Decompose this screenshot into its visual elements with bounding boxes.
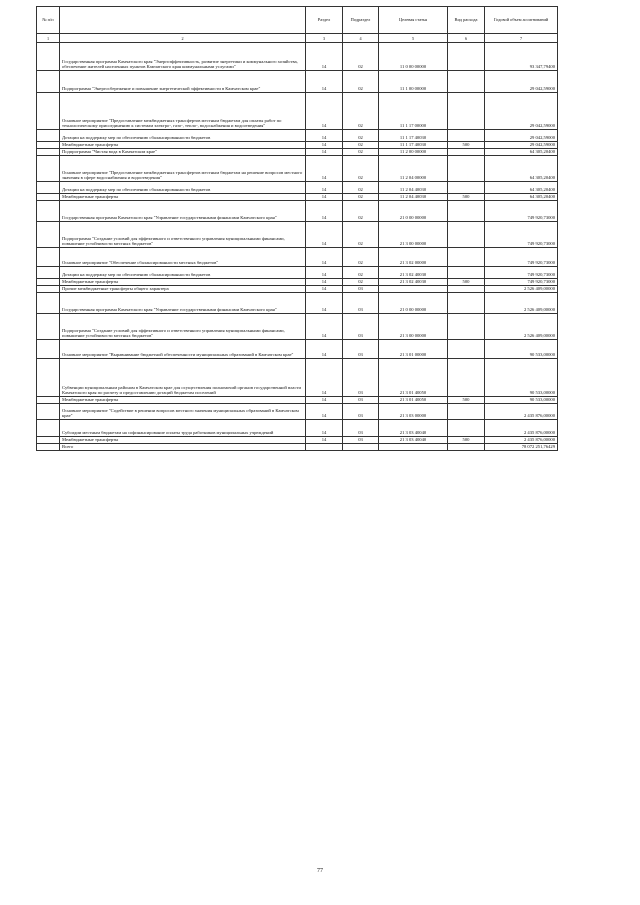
cell-sum: 2 526 409,00000 xyxy=(485,314,558,340)
cell-target: 11 1 00 00000 xyxy=(379,71,448,93)
cell-num xyxy=(37,194,60,201)
cell-podrazdel: 02 xyxy=(343,43,379,71)
cell-name: Всего xyxy=(60,444,306,451)
cell-podrazdel: 03 xyxy=(343,286,379,293)
cell-name: Государственная программа Камчатского края "Управление государственными финансами Камчатского края" xyxy=(60,201,306,222)
cell-razdel: 14 xyxy=(306,156,343,182)
cell-name: Субвенции муниципальным районам в Камчатском крае для осуществления полномочий органов государственной власти Камчатского края по расчету и предоставлению дотаций бюджетам поселений xyxy=(60,359,306,397)
cell-razdel: 14 xyxy=(306,43,343,71)
cell-name: Основное мероприятие "Обеспечение сбалансированности местных бюджетов" xyxy=(60,248,306,267)
cell-podrazdel: 03 xyxy=(343,437,379,444)
cell-target: 21 3 03 40040 xyxy=(379,420,448,437)
cell-sum: 749 920,73000 xyxy=(485,201,558,222)
cell-vid: 500 xyxy=(448,142,485,149)
cell-sum: 749 920,73000 xyxy=(485,248,558,267)
cell-target: 11 2 04 40030 xyxy=(379,194,448,201)
cell-name: Основное мероприятие "Содействие в решении вопросов местного значения муниципальных образований в Камчатском крае" xyxy=(60,404,306,420)
cell-podrazdel: 02 xyxy=(343,149,379,156)
table-row xyxy=(37,156,558,182)
table-row xyxy=(37,149,558,156)
cell-target: 11 1 17 40030 xyxy=(379,130,448,142)
cell-podrazdel xyxy=(343,444,379,451)
cell-num xyxy=(37,314,60,340)
cell-sum: 90 533,00000 xyxy=(485,397,558,404)
cell-num xyxy=(37,222,60,248)
cell-podrazdel: 02 xyxy=(343,201,379,222)
table-row xyxy=(37,359,558,397)
cell-vid xyxy=(448,201,485,222)
cell-num xyxy=(37,43,60,71)
index-cell: 1 xyxy=(37,34,60,43)
cell-podrazdel: 03 xyxy=(343,359,379,397)
cell-sum: 29 042,59000 xyxy=(485,142,558,149)
cell-vid xyxy=(448,149,485,156)
header-vid: Вид расхода xyxy=(448,7,485,34)
cell-razdel: 14 xyxy=(306,293,343,314)
cell-target: 21 0 00 00000 xyxy=(379,293,448,314)
cell-num xyxy=(37,286,60,293)
table-row xyxy=(37,267,558,279)
table-row xyxy=(37,43,558,71)
cell-podrazdel: 02 xyxy=(343,93,379,130)
cell-vid xyxy=(448,340,485,359)
cell-podrazdel: 02 xyxy=(343,267,379,279)
cell-name: Основное мероприятие "Предоставление межбюджетных трансфертов местным бюджетам для оплаты работ по технологическому присоединению к системам электро-, газо-, тепло-, водоснабжения и водоотведения" xyxy=(60,93,306,130)
cell-sum: 2 435 876,00000 xyxy=(485,404,558,420)
header-sum: Годовой объем ассигнований xyxy=(485,7,558,34)
cell-num xyxy=(37,248,60,267)
cell-num xyxy=(37,437,60,444)
cell-razdel xyxy=(306,444,343,451)
cell-razdel: 14 xyxy=(306,267,343,279)
cell-name: Субсидии местным бюджетам на софинансирование оплаты труда работников муниципальных учреждений xyxy=(60,420,306,437)
table-row xyxy=(37,182,558,194)
cell-sum: 749 920,73000 xyxy=(485,279,558,286)
cell-name: Дотации на поддержку мер по обеспечению сбалансированности бюджетов xyxy=(60,267,306,279)
header-name xyxy=(60,7,306,34)
cell-name: Подпрограмма "Создание условий для эффективного и ответственного управления муниципальными финансами, повышение устойчивости местных бюджетов" xyxy=(60,222,306,248)
table-row xyxy=(37,222,558,248)
cell-podrazdel: 02 xyxy=(343,130,379,142)
cell-name: Прочие межбюджетные трансферты общего характера xyxy=(60,286,306,293)
cell-sum: 29 042,59000 xyxy=(485,71,558,93)
cell-podrazdel: 02 xyxy=(343,194,379,201)
cell-num xyxy=(37,359,60,397)
cell-num xyxy=(37,444,60,451)
cell-vid: 500 xyxy=(448,279,485,286)
cell-target: 21 3 02 40030 xyxy=(379,267,448,279)
table-row xyxy=(37,248,558,267)
cell-podrazdel: 03 xyxy=(343,420,379,437)
cell-num xyxy=(37,71,60,93)
cell-razdel: 14 xyxy=(306,71,343,93)
cell-podrazdel: 02 xyxy=(343,182,379,194)
cell-podrazdel: 02 xyxy=(343,71,379,93)
cell-num xyxy=(37,279,60,286)
table-row xyxy=(37,293,558,314)
table-header-row xyxy=(37,7,558,34)
cell-sum: 749 920,73000 xyxy=(485,267,558,279)
cell-name: Межбюджетные трансферты xyxy=(60,397,306,404)
cell-vid xyxy=(448,420,485,437)
table-row xyxy=(37,404,558,420)
table-row xyxy=(37,71,558,93)
cell-name: Государственная программа Камчатского края "Управление государственными финансами Камчатского края" xyxy=(60,293,306,314)
cell-vid xyxy=(448,43,485,71)
table-row xyxy=(37,444,558,451)
cell-sum: 78 072 251,76429 xyxy=(485,444,558,451)
table-row xyxy=(37,201,558,222)
cell-num xyxy=(37,267,60,279)
cell-podrazdel: 02 xyxy=(343,156,379,182)
cell-target: 11 0 00 00000 xyxy=(379,43,448,71)
cell-razdel: 14 xyxy=(306,201,343,222)
cell-name: Межбюджетные трансферты xyxy=(60,142,306,149)
cell-num xyxy=(37,404,60,420)
cell-target xyxy=(379,286,448,293)
cell-vid xyxy=(448,71,485,93)
table-row xyxy=(37,340,558,359)
table-row xyxy=(37,130,558,142)
header-num: № п/п xyxy=(37,7,60,34)
table-row xyxy=(37,142,558,149)
cell-target xyxy=(379,444,448,451)
budget-table xyxy=(36,6,558,451)
table-row xyxy=(37,93,558,130)
table-row xyxy=(37,397,558,404)
cell-sum: 64 305,20400 xyxy=(485,182,558,194)
table-row xyxy=(37,437,558,444)
cell-razdel: 14 xyxy=(306,340,343,359)
index-cell: 3 xyxy=(306,34,343,43)
header-razdel: Раздел xyxy=(306,7,343,34)
cell-vid xyxy=(448,93,485,130)
cell-sum: 29 042,59000 xyxy=(485,93,558,130)
cell-podrazdel: 02 xyxy=(343,142,379,149)
cell-sum: 90 533,00000 xyxy=(485,359,558,397)
cell-target: 21 3 03 40040 xyxy=(379,437,448,444)
cell-podrazdel: 02 xyxy=(343,222,379,248)
cell-vid xyxy=(448,156,485,182)
cell-podrazdel: 03 xyxy=(343,404,379,420)
cell-sum: 64 305,20400 xyxy=(485,156,558,182)
cell-razdel: 14 xyxy=(306,142,343,149)
cell-razdel: 14 xyxy=(306,130,343,142)
cell-num xyxy=(37,156,60,182)
cell-num xyxy=(37,397,60,404)
cell-name: Подпрограмма "Чистая вода в Камчатском крае" xyxy=(60,149,306,156)
cell-vid: 500 xyxy=(448,397,485,404)
cell-vid xyxy=(448,267,485,279)
cell-name: Межбюджетные трансферты xyxy=(60,279,306,286)
cell-name: Основное мероприятие "Предоставление межбюджетных трансфертов местным бюджетам на решение вопросов местного значения в сфере водоснабжения и водоотведения" xyxy=(60,156,306,182)
cell-num xyxy=(37,182,60,194)
cell-name: Подпрограмма "Энергосбережение и повышение энергетической эффективности в Камчатском крае" xyxy=(60,71,306,93)
cell-name: Основное мероприятие "Выравнивание бюджетной обеспеченности муниципальных образований в Камчатском крае" xyxy=(60,340,306,359)
cell-vid xyxy=(448,444,485,451)
header-podrazdel: Подраздел xyxy=(343,7,379,34)
cell-razdel: 14 xyxy=(306,420,343,437)
cell-num xyxy=(37,142,60,149)
cell-sum: 2 526 409,00000 xyxy=(485,293,558,314)
cell-vid xyxy=(448,314,485,340)
cell-podrazdel: 03 xyxy=(343,314,379,340)
cell-sum: 93 347,79400 xyxy=(485,43,558,71)
cell-razdel: 14 xyxy=(306,279,343,286)
cell-vid xyxy=(448,404,485,420)
cell-num xyxy=(37,149,60,156)
table-index-row xyxy=(37,34,558,43)
cell-vid xyxy=(448,359,485,397)
index-cell: 4 xyxy=(343,34,379,43)
cell-target: 11 2 04 00000 xyxy=(379,156,448,182)
cell-vid xyxy=(448,182,485,194)
cell-sum: 64 305,20400 xyxy=(485,194,558,201)
cell-sum: 2 435 876,00000 xyxy=(485,420,558,437)
cell-sum: 2 435 876,00000 xyxy=(485,437,558,444)
header-target: Целевая статья xyxy=(379,7,448,34)
budget-table-sheet xyxy=(36,6,557,451)
table-row xyxy=(37,420,558,437)
cell-vid xyxy=(448,293,485,314)
cell-num xyxy=(37,93,60,130)
cell-sum: 64 305,20400 xyxy=(485,149,558,156)
cell-name: Государственная программа Камчатского края "Энергоэффективность, развитие энергетики и коммунального хозяйства, обеспечение жителей населенных пунктов Камчатского края коммунальными услугами" xyxy=(60,43,306,71)
cell-razdel: 14 xyxy=(306,314,343,340)
cell-name: Дотации на поддержку мер по обеспечению сбалансированности бюджетов xyxy=(60,182,306,194)
table-row xyxy=(37,314,558,340)
cell-target: 21 3 01 40050 xyxy=(379,397,448,404)
cell-sum: 2 526 409,00000 xyxy=(485,286,558,293)
cell-target: 11 2 00 00000 xyxy=(379,149,448,156)
cell-sum: 749 920,73000 xyxy=(485,222,558,248)
cell-razdel: 14 xyxy=(306,93,343,130)
cell-vid: 500 xyxy=(448,437,485,444)
cell-num xyxy=(37,201,60,222)
cell-razdel: 14 xyxy=(306,397,343,404)
cell-podrazdel: 03 xyxy=(343,293,379,314)
cell-razdel: 14 xyxy=(306,359,343,397)
index-cell: 7 xyxy=(485,34,558,43)
cell-target: 11 1 17 00000 xyxy=(379,93,448,130)
cell-razdel: 14 xyxy=(306,437,343,444)
cell-razdel: 14 xyxy=(306,222,343,248)
cell-target: 21 3 00 00000 xyxy=(379,222,448,248)
cell-name: Межбюджетные трансферты xyxy=(60,437,306,444)
cell-razdel: 14 xyxy=(306,286,343,293)
cell-vid xyxy=(448,248,485,267)
cell-vid xyxy=(448,130,485,142)
cell-num xyxy=(37,420,60,437)
index-cell: 2 xyxy=(60,34,306,43)
cell-num xyxy=(37,293,60,314)
cell-target: 11 1 17 40030 xyxy=(379,142,448,149)
index-cell: 5 xyxy=(379,34,448,43)
cell-razdel: 14 xyxy=(306,182,343,194)
cell-target: 21 3 02 40030 xyxy=(379,279,448,286)
page-number: 77 xyxy=(317,868,323,874)
table-body xyxy=(37,43,558,451)
cell-podrazdel: 02 xyxy=(343,279,379,286)
cell-podrazdel: 02 xyxy=(343,248,379,267)
cell-sum: 90 533,00000 xyxy=(485,340,558,359)
cell-sum: 29 042,59000 xyxy=(485,130,558,142)
cell-vid xyxy=(448,222,485,248)
table-row xyxy=(37,279,558,286)
index-cell: 6 xyxy=(448,34,485,43)
cell-target: 21 3 01 40050 xyxy=(379,359,448,397)
cell-target: 21 3 02 00000 xyxy=(379,248,448,267)
cell-target: 21 3 00 00000 xyxy=(379,314,448,340)
cell-vid: 500 xyxy=(448,194,485,201)
cell-target: 21 3 01 00000 xyxy=(379,340,448,359)
cell-razdel: 14 xyxy=(306,194,343,201)
cell-num xyxy=(37,340,60,359)
cell-name: Подпрограмма "Создание условий для эффективного и ответственного управления муниципальными финансами, повышение устойчивости местных бюджетов" xyxy=(60,314,306,340)
cell-vid xyxy=(448,286,485,293)
table-row xyxy=(37,194,558,201)
cell-target: 11 2 04 40030 xyxy=(379,182,448,194)
cell-razdel: 14 xyxy=(306,149,343,156)
cell-name: Дотации на поддержку мер по обеспечению сбалансированности бюджетов xyxy=(60,130,306,142)
cell-num xyxy=(37,130,60,142)
cell-razdel: 14 xyxy=(306,404,343,420)
cell-target: 21 3 03 00000 xyxy=(379,404,448,420)
cell-target: 21 0 00 00000 xyxy=(379,201,448,222)
cell-razdel: 14 xyxy=(306,248,343,267)
cell-podrazdel: 03 xyxy=(343,340,379,359)
table-row xyxy=(37,286,558,293)
cell-name: Межбюджетные трансферты xyxy=(60,194,306,201)
cell-podrazdel: 03 xyxy=(343,397,379,404)
